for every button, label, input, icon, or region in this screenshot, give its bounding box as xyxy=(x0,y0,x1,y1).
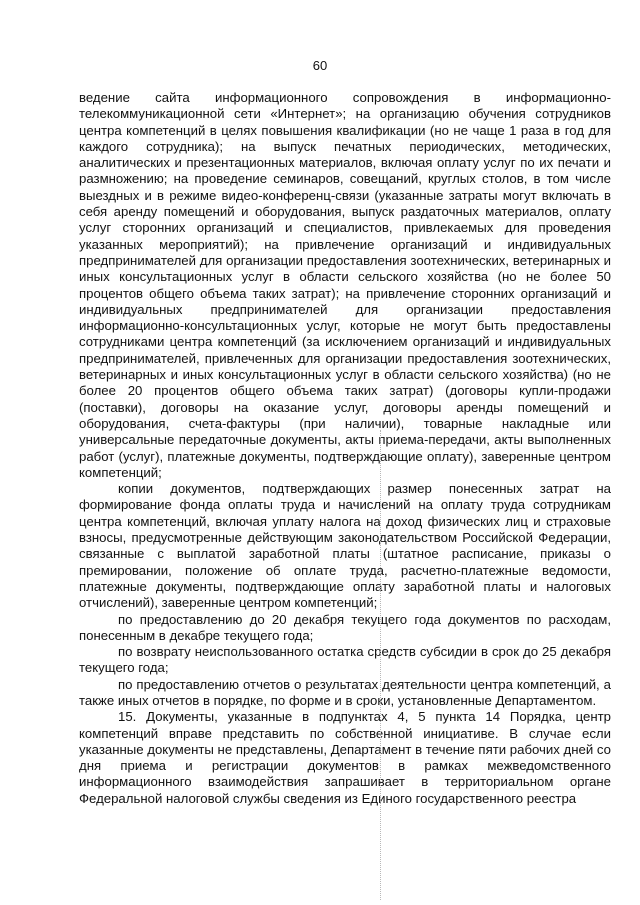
paragraph-december-documents: по предоставлению до 20 декабря текущего года документов по расходам, понесенным в декабре текущего года; xyxy=(79,611,611,643)
scan-fold-line xyxy=(380,430,381,900)
paragraph-expenses-list: ведение сайта информационного сопровождения в информационно-телекоммуникационной сети «Интернет»; на организацию обучения сотрудников центра компетенций в целях повышения квалификации (но не чаще 1 раза в год для каждого сотрудника); на выпуск печатных периодических, методических, аналитических и презентационных материалов, включая оплату услуг по их печати и размножению; на проведение семинаров, совещаний, круглых столов, в том числе выездных и в режиме видео-конференц-связи (указанные затраты могут включать в себя аренду помещений и оборудования, выпуск раздаточных материалов, оплату услуг сторонних организаций и специалистов, привлекаемых для проведения указанных мероприятий); на привлечение организаций и индивидуальных предпринимателей для организации предоставления зоотехнических, ветеринарных и иных консультационных услуг в области сельского хозяйства (но не более 50 процентов общего объема таких затрат); на привлечение сторонних организаций и индивидуальных предпринимателей для организации предоставления информационно-консультационных услуг, которые не могут быть предоставлены сотрудниками центра компетенций (за исключением организаций и индивидуальных предпринимателей, привлеченных для организации предоставления зоотехнических, ветеринарных и иных консультационных услуг в области сельского хозяйства) (но не более 20 процентов общего объема таких затрат) (договоры купли-продажи (поставки), договоры на оказание услуг, договоры аренды помещений и оборудования, счета-фактуры (при наличии), товарные накладные или универсальные передаточные документы, акты приема-передачи, акты выполненных работ (услуг), платежные документы, подтверждающие оплату), заверенные центром компетенций; xyxy=(79,90,611,480)
page-number: 60 xyxy=(312,58,328,73)
paragraph-section-15: 15. Документы, указанные в подпунктах 4, 5 пункта 14 Порядка, центр компетенций вправе представить по собственной инициативе. В случае если указанные документы не представлены, Департамент в течение пяти рабочих дней со дня приема и регистрации документов в рамках межведомственного информационного взаимодействия запрашивает в территориальном органе Федеральной налоговой службы сведения из Единого государственного реестра xyxy=(79,709,611,806)
paragraph-payroll-documents: копии документов, подтверждающих размер понесенных затрат на формирование фонда оплаты труда и начислений на оплату труда сотрудникам центра компетенций, включая уплату налога на доход физических лиц и страховые взносы, предусмотренные действующим законодательством Российской Федерации, связанные с выплатой заработной платы (штатное расписание, приказы о премировании, положение об оплате труда, расчетно-платежные ведомости, платежные документы, подтверждающие оплату заработной платы и налоговых отчислений), заверенные центром компетенций; xyxy=(79,481,611,611)
document-body xyxy=(79,90,611,807)
paragraph-subsidy-return: по возврату неиспользованного остатка средств субсидии в срок до 25 декабря текущего года; xyxy=(79,644,611,676)
paragraph-reports: по предоставлению отчетов о результатах деятельности центра компетенций, а также иных отчетов в порядке, по форме и в сроки, установленные Департаментом. xyxy=(79,676,611,708)
